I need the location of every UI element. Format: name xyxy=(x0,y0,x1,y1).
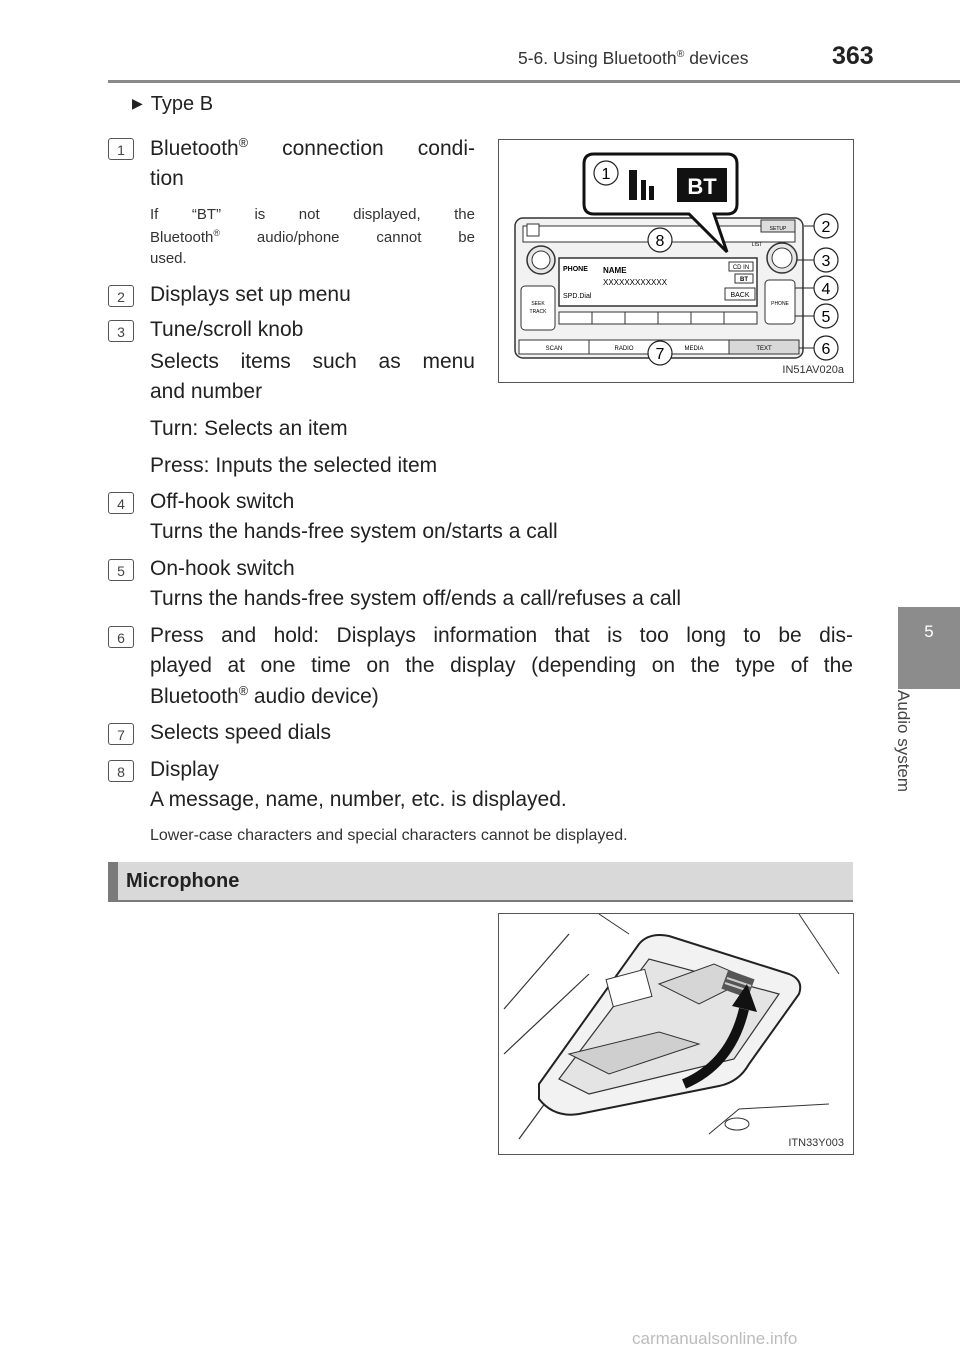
section-bar-accent xyxy=(108,862,118,900)
item-text: Display xyxy=(150,758,219,781)
svg-text:CD IN: CD IN xyxy=(732,265,750,271)
item-number-badge: 7 xyxy=(108,723,134,745)
svg-text:SCAN: SCAN xyxy=(545,346,563,352)
page-number: 363 xyxy=(832,42,874,70)
svg-text:TEXT: TEXT xyxy=(756,346,772,352)
svg-text:1: 1 xyxy=(601,166,611,183)
item-text: Press and hold: Displays information that is too long to be dis- xyxy=(150,624,853,647)
section-title: 5-6. Using Bluetooth® devices xyxy=(518,48,749,68)
item-number-badge: 5 xyxy=(108,559,134,581)
svg-text:BACK: BACK xyxy=(730,292,750,299)
item-text: Press: Inputs the selected item xyxy=(150,454,438,477)
svg-text:6: 6 xyxy=(821,341,831,358)
svg-text:RADIO: RADIO xyxy=(614,346,634,352)
svg-text:XXXXXXXXXXXX: XXXXXXXXXXXX xyxy=(603,278,668,287)
svg-text:ITN33Y003: ITN33Y003 xyxy=(788,1137,844,1149)
item-text: Bluetooth® connection condi- xyxy=(150,136,475,160)
item-text: Turn: Selects an item xyxy=(150,417,348,440)
svg-text:PHONE: PHONE xyxy=(771,301,789,307)
svg-text:MEDIA: MEDIA xyxy=(684,346,704,352)
item-text: played at one time on the display (depending on the type of the xyxy=(150,654,853,677)
chapter-number: 5 xyxy=(924,622,934,641)
svg-text:NAME: NAME xyxy=(603,266,627,275)
header-rule xyxy=(108,80,960,83)
svg-text:LIST: LIST xyxy=(751,242,763,248)
watermark: carmanualsonline.info xyxy=(632,1329,798,1348)
item-number-badge: 8 xyxy=(108,760,134,782)
chapter-title: Audio system xyxy=(894,690,913,793)
item-note: used. xyxy=(150,250,187,267)
svg-text:PHONE: PHONE xyxy=(563,266,588,273)
svg-text:3: 3 xyxy=(821,253,831,270)
item-note: If “BT” is not displayed, the xyxy=(150,206,475,223)
item-number-badge: 2 xyxy=(108,285,134,307)
item-text: and number xyxy=(150,380,263,403)
svg-text:SETUP: SETUP xyxy=(769,226,787,232)
item-text: A message, name, number, etc. is displayed. xyxy=(150,788,567,811)
item-text: Selects speed dials xyxy=(150,721,331,744)
svg-text:8: 8 xyxy=(655,233,665,250)
svg-text:TRACK: TRACK xyxy=(529,309,547,315)
item-text: Selects items such as menu xyxy=(150,350,475,373)
svg-text:4: 4 xyxy=(821,281,831,298)
chapter-tab xyxy=(898,607,960,689)
item-number-badge: 3 xyxy=(108,320,134,342)
item-text: Off-hook switch xyxy=(150,490,295,513)
triangle-bullet-icon: ▶ xyxy=(132,95,143,111)
item-note: Bluetooth® audio/phone cannot be xyxy=(150,228,475,246)
item-text: Displays set up menu xyxy=(150,283,351,306)
svg-text:SPD.Dial: SPD.Dial xyxy=(563,293,592,300)
svg-text:7: 7 xyxy=(655,346,665,363)
item-number-badge: 1 xyxy=(108,138,134,160)
item-text: Tune/scroll knob xyxy=(150,318,304,341)
microphone-figure xyxy=(498,913,854,1155)
svg-text:IN51AV020a: IN51AV020a xyxy=(782,364,844,376)
item-text: tion xyxy=(150,167,184,190)
item-number-badge: 4 xyxy=(108,492,134,514)
item-text: Turns the hands-free system off/ends a call/refuses a call xyxy=(150,587,682,610)
svg-text:SEEK: SEEK xyxy=(531,301,545,307)
audio-unit-figure xyxy=(498,139,854,383)
type-heading: ▶ Type B xyxy=(132,93,214,115)
item-number-badge: 6 xyxy=(108,626,134,648)
svg-text:BT: BT xyxy=(740,277,748,283)
svg-text:BT: BT xyxy=(687,174,717,199)
item-text: Bluetooth® audio device) xyxy=(150,684,379,708)
section-heading: Microphone xyxy=(126,870,240,892)
svg-text:5: 5 xyxy=(821,309,831,326)
section-heading-bar xyxy=(108,862,853,902)
svg-text:2: 2 xyxy=(821,219,831,236)
item-text: On-hook switch xyxy=(150,557,295,580)
item-text: Turns the hands-free system on/starts a call xyxy=(150,520,558,543)
item-note: Lower-case characters and special characters cannot be displayed. xyxy=(150,827,628,844)
